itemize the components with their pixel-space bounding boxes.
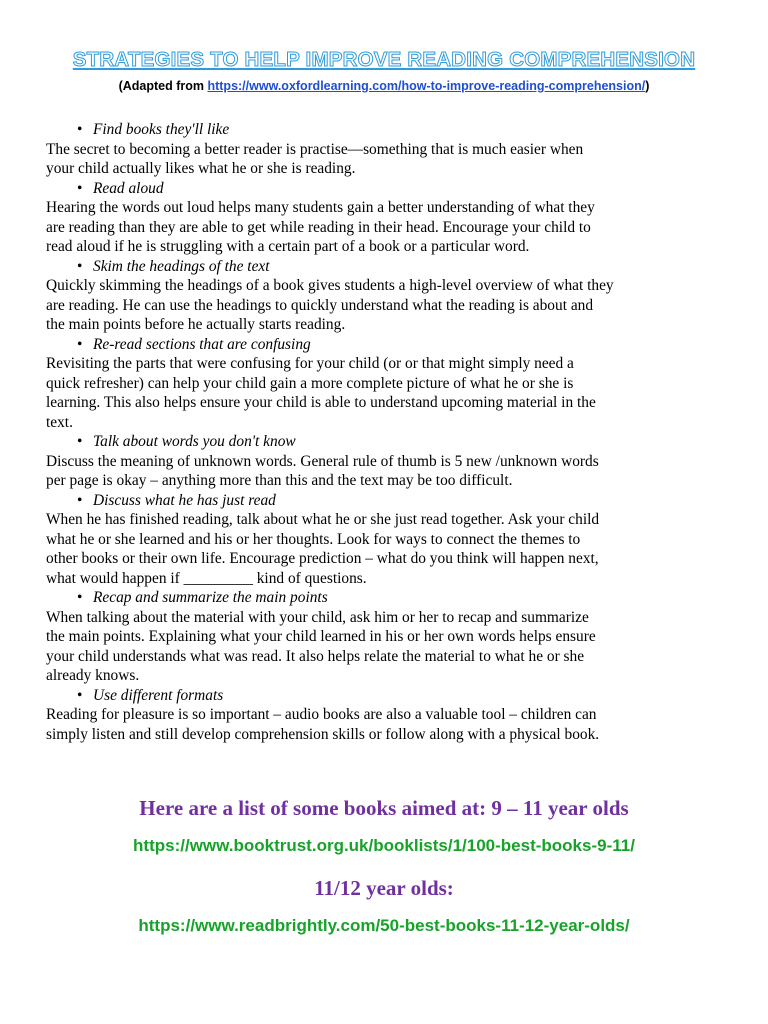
strategy-heading-text: Skim the headings of the text: [93, 257, 270, 275]
strategy-heading-text: Find books they'll like: [93, 121, 230, 138]
strategy-text-line: Quickly skimming the headings of a book gives students a high-level overview of what they: [46, 277, 614, 294]
attribution-prefix: (Adapted from: [118, 79, 208, 93]
strategies-list: [46, 120, 726, 744]
strategy-text-line: are reading. He can use the headings to quickly understand what the reading is about and: [46, 296, 594, 314]
strategy-heading: [46, 686, 726, 706]
bullet-icon: •: [77, 257, 83, 275]
strategy-text-line: Reading for pleasure is so important – audio books are also a valuable tool – children can: [46, 706, 597, 723]
attribution-suffix: ): [645, 79, 650, 93]
strategy-text-line: read aloud if he is struggling with a certain part of a book or a particular word.: [46, 238, 530, 255]
strategy-text-line: your child understands what was read. It also helps relate the material to what he or she: [46, 647, 585, 665]
strategy-heading: [46, 588, 726, 608]
strategy-heading-text: Re-read sections that are confusing: [93, 335, 311, 353]
books-heading: Here are a list of some books aimed at: 9 – 11 year olds: [139, 796, 629, 820]
bullet-icon: •: [77, 433, 83, 450]
strategy-text-line: your child actually likes what he or she is reading.: [46, 160, 356, 177]
strategy-text-line: quick refresher) can help your child gain a more complete picture of what he or she is: [46, 374, 574, 392]
strategy-heading: [46, 491, 726, 511]
strategy-text-line: other books or their own life. Encourage prediction – what do you think will happen next,: [46, 550, 599, 567]
strategy-text-line: the main points. Explaining what your child learned in his or her own words helps ensure: [46, 628, 596, 645]
strategy-text-line: already knows.: [46, 667, 140, 684]
bullet-icon: •: [77, 589, 83, 606]
strategy-heading-text: Recap and summarize the main points: [93, 589, 328, 606]
strategy-text-line: Revisiting the parts that were confusing for your child (or or that might simply need a: [46, 355, 574, 372]
strategy-text-line: what he or she learned and his or her thoughts. Look for ways to connect the themes to: [46, 530, 581, 548]
bullet-icon: •: [77, 686, 83, 704]
age-11-12-heading: 11/12 year olds:: [314, 876, 454, 900]
strategy-text-line: When he has finished reading, talk about what he or she just read together. Ask your child: [46, 511, 600, 528]
strategy-heading-text: Use different formats: [93, 686, 224, 704]
booktrust-link[interactable]: https://www.booktrust.org.uk/booklists/1/100-best-books-9-11/: [133, 836, 635, 855]
strategy-text-line: The secret to becoming a better reader is practise—something that is much easier when: [46, 140, 584, 158]
strategy-text-line: Discuss the meaning of unknown words. General rule of thumb is 5 new /unknown words: [46, 452, 599, 470]
readbrightly-link[interactable]: https://www.readbrightly.com/50-best-books-11-12-year-olds/: [138, 916, 630, 935]
strategy-heading: [46, 179, 726, 199]
strategy-text-line: are reading than they are able to get while reading in their head. Encourage your child to: [46, 218, 591, 236]
strategy-heading: [46, 335, 726, 355]
bullet-icon: •: [77, 491, 83, 509]
source-attribution: [0, 79, 768, 93]
source-link[interactable]: https://www.oxfordlearning.com/how-to-improve-reading-comprehension/: [207, 79, 646, 93]
strategy-text-line: text.: [46, 413, 73, 431]
strategy-heading: [46, 120, 726, 140]
strategy-text-line: per page is okay – anything more than this and the text may be too difficult.: [46, 472, 513, 489]
strategy-heading: [46, 257, 726, 277]
page-title: STRATEGIES TO HELP IMPROVE READING COMPREHENSION: [72, 48, 696, 71]
strategy-heading-text: Discuss what he has just read: [93, 491, 276, 509]
strategy-text-line: When talking about the material with your child, ask him or her to recap and summarize: [46, 608, 589, 626]
bullet-icon: •: [77, 121, 83, 138]
strategy-text-line: Hearing the words out loud helps many students gain a better understanding of what they: [46, 199, 595, 216]
strategy-heading-text: Talk about words you don't know: [93, 433, 296, 450]
strategy-text-line: the main points before he actually starts reading.: [46, 316, 346, 333]
strategy-text-line: simply listen and still develop comprehension skills or follow along with a physical book.: [46, 725, 600, 743]
strategy-heading-text: Read aloud: [93, 179, 164, 197]
bullet-icon: •: [77, 335, 83, 353]
bullet-icon: •: [77, 179, 83, 197]
strategy-text-line: learning. This also helps ensure your child is able to understand upcoming material in the: [46, 394, 596, 411]
strategy-text-line: what would happen if _________ kind of questions.: [46, 569, 367, 587]
strategy-heading: [46, 432, 726, 452]
